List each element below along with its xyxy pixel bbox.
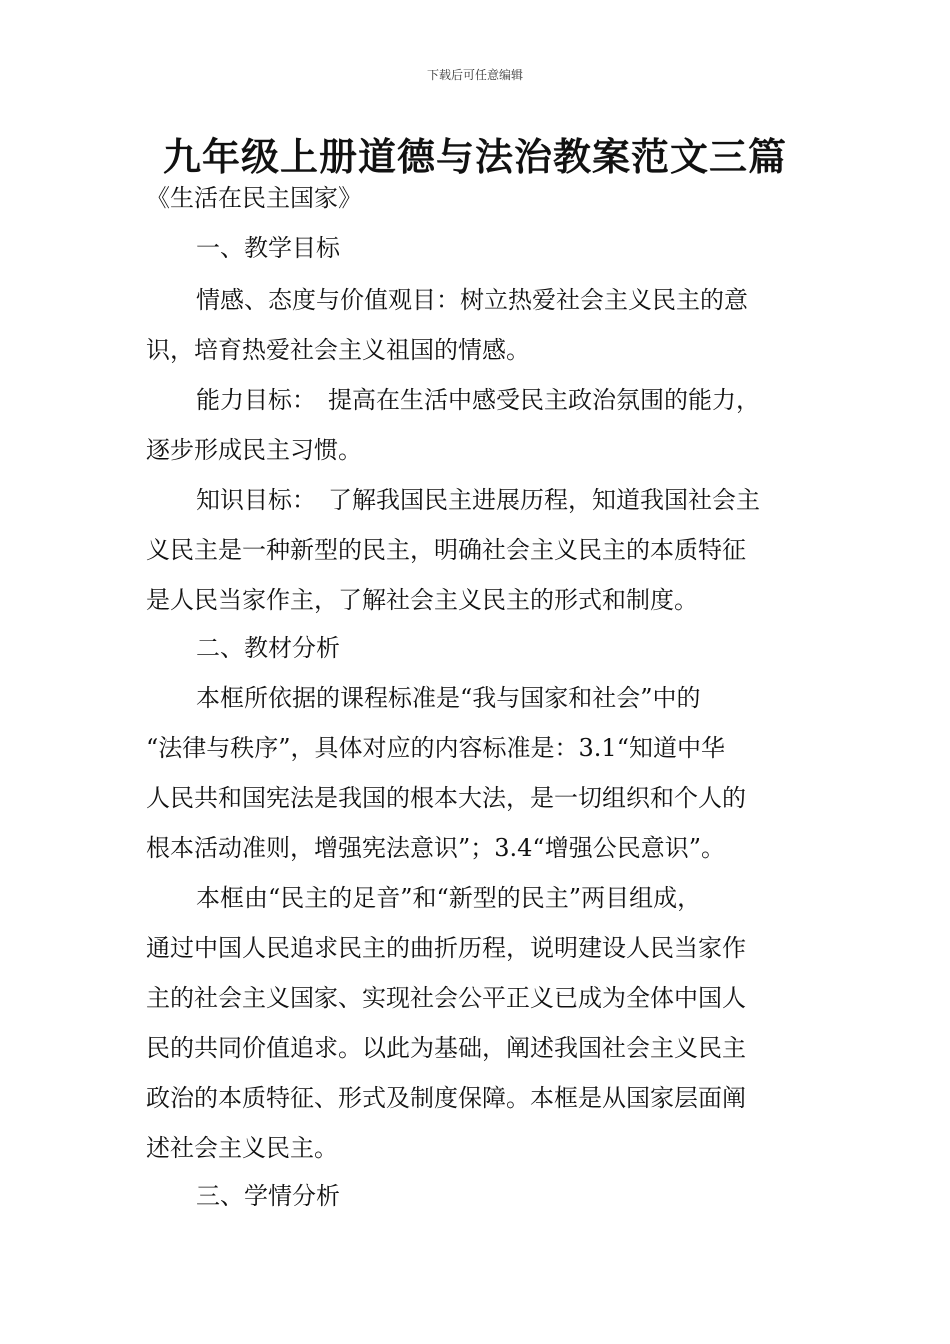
header-note: 下载后可任意编辑 (426, 68, 523, 82)
section-heading-2: 二、教材分析 (196, 634, 340, 662)
paragraph-line: 本框由“民主的足音”和“新型的民主”两目组成， (196, 884, 702, 912)
paragraph-line: 本框所依据的课程标准是“我与国家和社会”中的 (196, 684, 701, 712)
paragraph-line: 通过中国人民追求民主的曲折历程，说明建设人民当家作 (146, 934, 746, 962)
section-heading-3: 三、学情分析 (196, 1182, 340, 1210)
subtitle-line: 《生活在民主国家》 (146, 184, 362, 212)
paragraph-line: 民的共同价值追求。以此为基础，阐述我国社会主义民主 (146, 1034, 746, 1062)
paragraph-line: 是人民当家作主，了解社会主义民主的形式和制度。 (146, 586, 698, 614)
paragraph-line: 义民主是一种新型的民主，明确社会主义民主的本质特征 (146, 536, 746, 564)
document-title: 九年级上册道德与法治教案范文三篇 (162, 135, 787, 179)
section-heading-1: 一、教学目标 (196, 234, 340, 262)
paragraph-line: 根本活动准则，增强宪法意识”；3.4“增强公民意识”。 (146, 834, 725, 862)
paragraph-line: 情感、态度与价值观目：树立热爱社会主义民主的意 (196, 286, 748, 314)
paragraph-line: 能力目标： 提高在生活中感受民主政治氛围的能力， (196, 386, 760, 414)
paragraph-line: 知识目标： 了解我国民主进展历程，知道我国社会主 (196, 486, 760, 514)
paragraph-line: 主的社会主义国家、实现社会公平正义已成为全体中国人 (146, 984, 746, 1012)
paragraph-line: 识，培育热爱社会主义祖国的情感。 (146, 336, 530, 364)
paragraph-line: “法律与秩序”，具体对应的内容标准是：3.1“知道中华 (146, 734, 725, 762)
paragraph-line: 人民共和国宪法是我国的根本大法，是一切组织和个人的 (146, 784, 746, 812)
paragraph-line: 政治的本质特征、形式及制度保障。本框是从国家层面阐 (146, 1084, 746, 1112)
paragraph-line: 述社会主义民主。 (146, 1134, 338, 1162)
paragraph-line: 逐步形成民主习惯。 (146, 436, 362, 464)
